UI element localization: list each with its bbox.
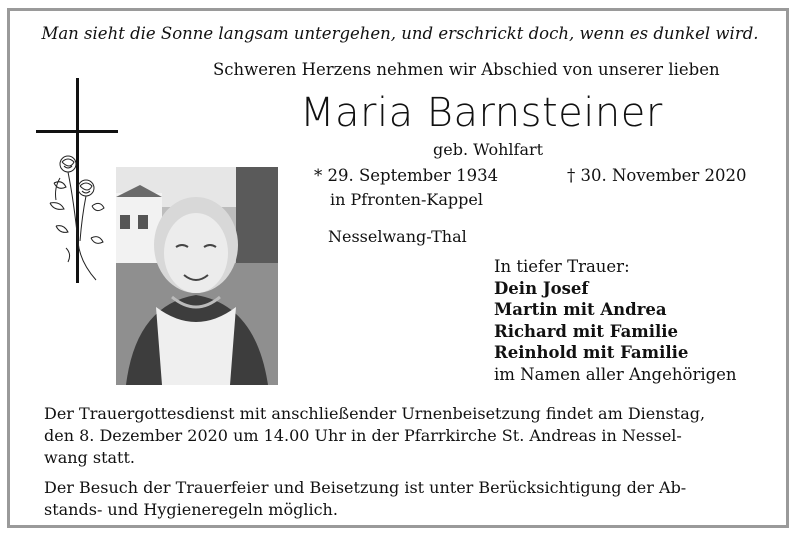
death-date: † 30. November 2020 [567,166,747,185]
service-info-line: Der Trauergottesdienst mit anschließender Urnenbeisetzung findet am Dienstag, [44,404,706,423]
birth-date: * 29. September 1934 [314,166,499,185]
portrait-photo [116,167,278,385]
service-info-line: den 8. Dezember 2020 um 14.00 Uhr in der Pfarrkirche St. Andreas in Nessel- [44,425,682,445]
mourners-intro: In tiefer Trauer: [494,257,630,276]
visit-info-line: stands- und Hygieneregeln möglich. [44,499,338,519]
visit-info [44,477,686,521]
birth-place: in Pfronten-Kappel [330,190,483,209]
service-info [44,403,705,468]
mourners-closing: im Namen aller Angehörigen [494,364,737,384]
deceased-name: Maria Barnsteiner [300,90,663,136]
quote: Man sieht die Sonne langsam untergehen, und erschrickt doch, wenn es dunkel wird. [41,24,759,43]
service-info-line: wang statt. [44,447,135,467]
intro-text: Schweren Herzens nehmen wir Abschied von unserer lieben [213,60,720,79]
mourners-block [494,256,737,385]
mourner-name: Reinhold mit Familie [494,343,689,362]
mourner-name: Dein Josef [494,278,589,298]
mourner-name: Richard mit Familie [494,321,679,341]
cross-with-roses-icon [36,78,122,283]
mourner-name: Martin mit Andrea [494,300,667,319]
visit-info-line: Der Besuch der Trauerfeier und Beisetzung ist unter Berücksichtigung der Ab- [44,478,687,497]
residence: Nesselwang-Thal [328,227,467,246]
birth-name: geb. Wohlfart [433,140,544,159]
